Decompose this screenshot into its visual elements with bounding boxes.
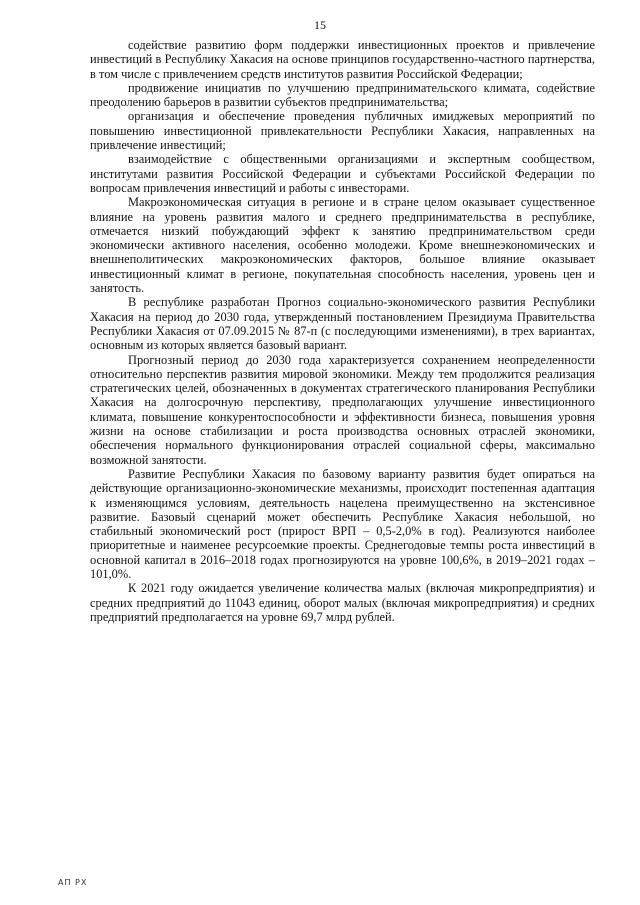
page-number: 15: [314, 18, 326, 32]
paragraph-macroeconomic-situation: Макроэкономическая ситуация в регионе и в стране целом оказывает существенное влияние на уровень развития малого и среднего предпринимательства в республике, отмечается низкий побуждающий эффект к занятию предпринимательством среди экономически активного населения, особенно молодежи. Кроме внешнеэкономических и внешнеполитических макроэкономических факторов, большое влияние оказывает инвестиционный климат в регионе, покупательная способность населения, уровень цен и занятость.: [90, 195, 595, 296]
paragraph-forecast: В республике разработан Прогноз социально-экономического развития Республики Хакасия на период до 2030 года, утвержденный постановлением Президиума Правительства Республики Хакасия от 07.09.2015 № 87-п (с последующими изменениями), в трех вариантах, основным из которых является базовый вариант.: [90, 295, 595, 353]
paragraph-investment-support: содействие развитию форм поддержки инвестиционных проектов и привлечение инвестиций в Республику Хакасия на основе принципов государственно-частного партнерства, в том числе с привлечением средств институтов развития Российской Федерации;: [90, 38, 595, 81]
paragraph-base-scenario: Развитие Республики Хакасия по базовому варианту развития будет опираться на действующие организационно-экономические механизмы, происходит постепенная адаптация к изменяющимся условиям, деятельность нацелена преимущественно на экстенсивное развитие. Базовый сценарий может обеспечить Республике Хакасия небольшой, но стабильный экономический рост (прирост ВРП – 0,5-2,0% в год). Реализуются наиболее приоритетные и наименее ресурсоемкие проекты. Среднегодовые темпы роста инвестиций в основной капитал в 2016–2018 годах прогнозируются на уровне 100,6%, в 2019–2021 годах – 101,0%.: [90, 466, 595, 581]
footer-mark: АП РХ: [58, 878, 88, 887]
document-body: [90, 38, 595, 624]
paragraph-2021-outlook: К 2021 году ожидается увеличение количества малых (включая микропредприятия) и средних предприятий до 11043 единиц, оборот малых (включая микропредприятия) и средних предприятий предполагается на уровне 69,7 млрд рублей.: [90, 581, 595, 624]
paragraph-image-events: организация и обеспечение проведения публичных имиджевых мероприятий по повышению инвестиционной привлекательности Республики Хакасия, направленных на привлечение инвестиций;: [90, 109, 595, 153]
paragraph-business-climate: продвижение инициатив по улучшению предпринимательского климата, содействие преодолению барьеров в развитии субъектов предпринимательства;: [90, 80, 595, 110]
paragraph-interaction: взаимодействие с общественными организациями и экспертным сообществом, институтами развития Российской Федерации и субъектами Российской Федерации по вопросам привлечения инвестиций и работы с инвесторами.: [90, 152, 595, 195]
paragraph-forecast-period: Прогнозный период до 2030 года характеризуется сохранением неопределенности относительно перспектив развития мировой экономики. Между тем продолжится реализация стратегических целей, обозначенных в документах стратегического планирования Республики Хакасия на долгосрочную перспективу, предполагающих улучшение инвестиционного климата, повышение конкурентоспособности и эффективности бизнеса, повышения уровня жизни на основе стабилизации и роста производства основных отраслей экономики, обеспечения нормального функционирования отраслей социальной сферы, максимально возможной занятости.: [90, 352, 595, 467]
